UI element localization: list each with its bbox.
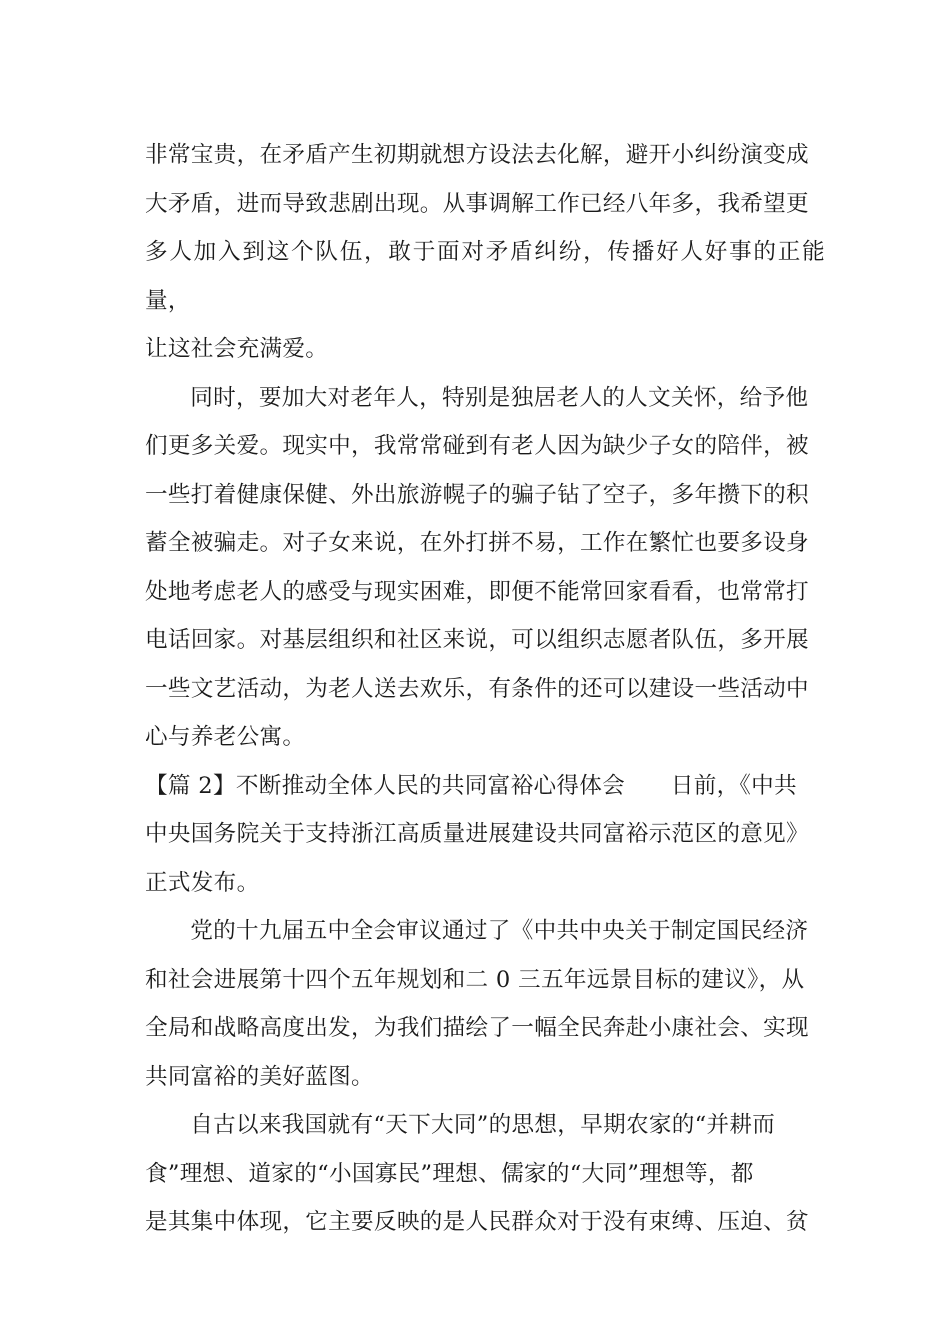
- paragraph-5: 自古以来我国就有“天下大同”的思想，早期农家的“并耕而 食”理想、道家的“小国寡民”理想、儒家的“大同”理想等，都 是其集中体现，它主要反映的是人民群众对于没有束缚、压迫、贫: [145, 1112, 809, 1235]
- paragraph-1: 非常宝贵，在矛盾产生初期就想方设法去化解，避开小纠纷演变成 大矛盾，进而导致悲剧出现。从事调解工作已经八年多，我希望更 多人加入到这个队伍，敢于面对矛盾纠纷，传播好人好事的正能量， 让这社会充满爱。: [145, 142, 825, 362]
- paragraph-2: 同时，要加大对老年人，特别是独居老人的人文关怀，给予他 们更多关爱。现实中，我常常碰到有老人因为缺少子女的陪伴，被 一些打着健康保健、外出旅游幌子的骗子钻了空子，多年攒下的积 蓄全被骗走。对子女来说，在外打拼不易，工作在繁忙也要多设身 处地考虑老人的感受与现实困难，即便不能常回家看看，也常常打 电话回家。对基层组织和社区来说，可以组织志愿者队伍，多开展 一些文艺活动，为老人送去欢乐，有条件的还可以建设一些活动中 心与养老公寓。: [145, 384, 809, 750]
- paragraph-4: 党的十九届五中全会审议通过了《中共中央关于制定国民经济 和社会进展第十四个五年规划和二 0 三五年远景目标的建议》，从 全局和战略高度出发，为我们描绘了一幅全民奔赴小康社会、实现 共同富裕的美好蓝图。: [145, 918, 809, 1090]
- paragraph-3-section-heading: 【篇 2】不断推动全体人民的共同富裕心得体会 日前，《中共 中央国务院关于支持浙江高质量进展建设共同富裕示范区的意见》 正式发布。: [145, 772, 809, 896]
- document-body: [145, 131, 825, 1247]
